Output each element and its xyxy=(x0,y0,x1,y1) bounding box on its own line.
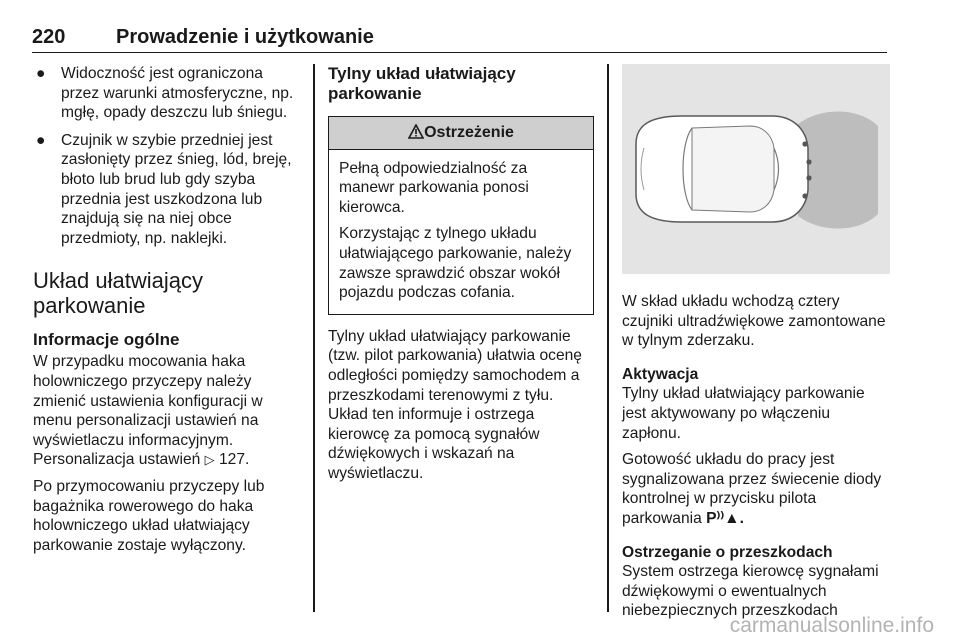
subsection-title: Aktywacja xyxy=(622,365,699,383)
section-title: Układ ułatwiający parkowanie xyxy=(33,268,203,319)
paragraph: Korzystając z tylnego układu ułatwiającego parkowanie, należy zawsze sprawdzić obszar wokół pojazdu podczas cofania. xyxy=(339,225,572,302)
paragraph: Pełną odpowiedzialność za manewr parkowania ponosi kierowca. xyxy=(339,159,529,216)
page-ref-icon: ▷ xyxy=(204,452,215,468)
car-sensor-figure xyxy=(622,64,890,274)
paragraph: Tylny układ ułatwiający parkowanie jest aktywowany po włączeniu zapłonu. xyxy=(622,385,865,442)
column-left xyxy=(33,64,301,562)
paragraph: Po przymocowaniu przyczepy lub bagażnika rowerowego do haka holowniczego układ ułatwiający parkowanie zostaje wyłączony. xyxy=(33,477,265,554)
column-middle xyxy=(328,64,594,491)
warning-heading: Ostrzeżenie xyxy=(424,124,514,141)
parking-pilot-icon: P⁾⁾▲. xyxy=(706,509,744,527)
warning-box xyxy=(328,116,594,315)
warning-body xyxy=(329,150,593,314)
section-title: Tylny układ ułatwiający parkowanie xyxy=(328,64,516,103)
paragraph: System ostrzega kierowcę sygnałami dźwiękowymi o ewentualnych niebezpiecznych przeszkodach xyxy=(622,563,879,620)
page-ref-link[interactable]: 127. xyxy=(218,451,250,469)
list-item: ● Czujnik w szybie przedniej jest zasłonięty przez śnieg, lód, breję, błoto lub brud lub gdy szyba przednia jest uszkodzona lub znajdują się na niej obce przedmioty, np. naklejki. xyxy=(36,131,292,247)
bullet-list xyxy=(33,64,301,248)
column-divider xyxy=(607,64,609,612)
watermark: carmanualsonline.info xyxy=(729,614,934,637)
figure-caption: W skład układu wchodzą cztery czujniki ultradźwiękowe zamontowane w tylnym zderzaku. xyxy=(622,293,886,350)
page-title: Prowadzenie i użytkowanie xyxy=(116,26,374,48)
bullet-icon: ● xyxy=(36,131,46,149)
subsection-title: Informacje ogólne xyxy=(33,330,180,350)
list-item: ● Widoczność jest ograniczona przez warunki atmosferyczne, np. mgłę, opady deszczu lub śniegu. xyxy=(36,65,294,122)
subsection-title: Ostrzeganie o przeszkodach xyxy=(622,543,833,561)
page-header xyxy=(32,22,887,53)
paragraph: W przypadku mocowania haka holowniczego przyczepy należy zmienić ustawienia konfiguracji w menu personalizacji ustawień na wyświetlaczu informacyjnym. Personalizacja ustawień ▷ 127. xyxy=(33,353,263,469)
bullet-icon: ● xyxy=(36,65,46,82)
page-number: 220 xyxy=(32,26,66,48)
warning-header xyxy=(329,117,593,150)
paragraph: Tylny układ ułatwiający parkowanie (tzw. pilot parkowania) ułatwia ocenę odległości pomiędzy samochodem a przeszkodami terenowymi z tyłu. Układ ten informuje i ostrzega kierowcę za pomocą sygnałów dźwiękowych i wskazań na wyświetlaczu. xyxy=(328,327,582,482)
car-top-view-illustration xyxy=(622,64,890,274)
paragraph: Gotowość układu do pracy jest sygnalizowana przez świecenie diody kontrolnej w przycisku pilota parkowania P⁾⁾▲. xyxy=(622,451,882,527)
warning-triangle-icon xyxy=(408,124,424,139)
column-divider xyxy=(313,64,315,612)
column-right xyxy=(622,64,890,628)
